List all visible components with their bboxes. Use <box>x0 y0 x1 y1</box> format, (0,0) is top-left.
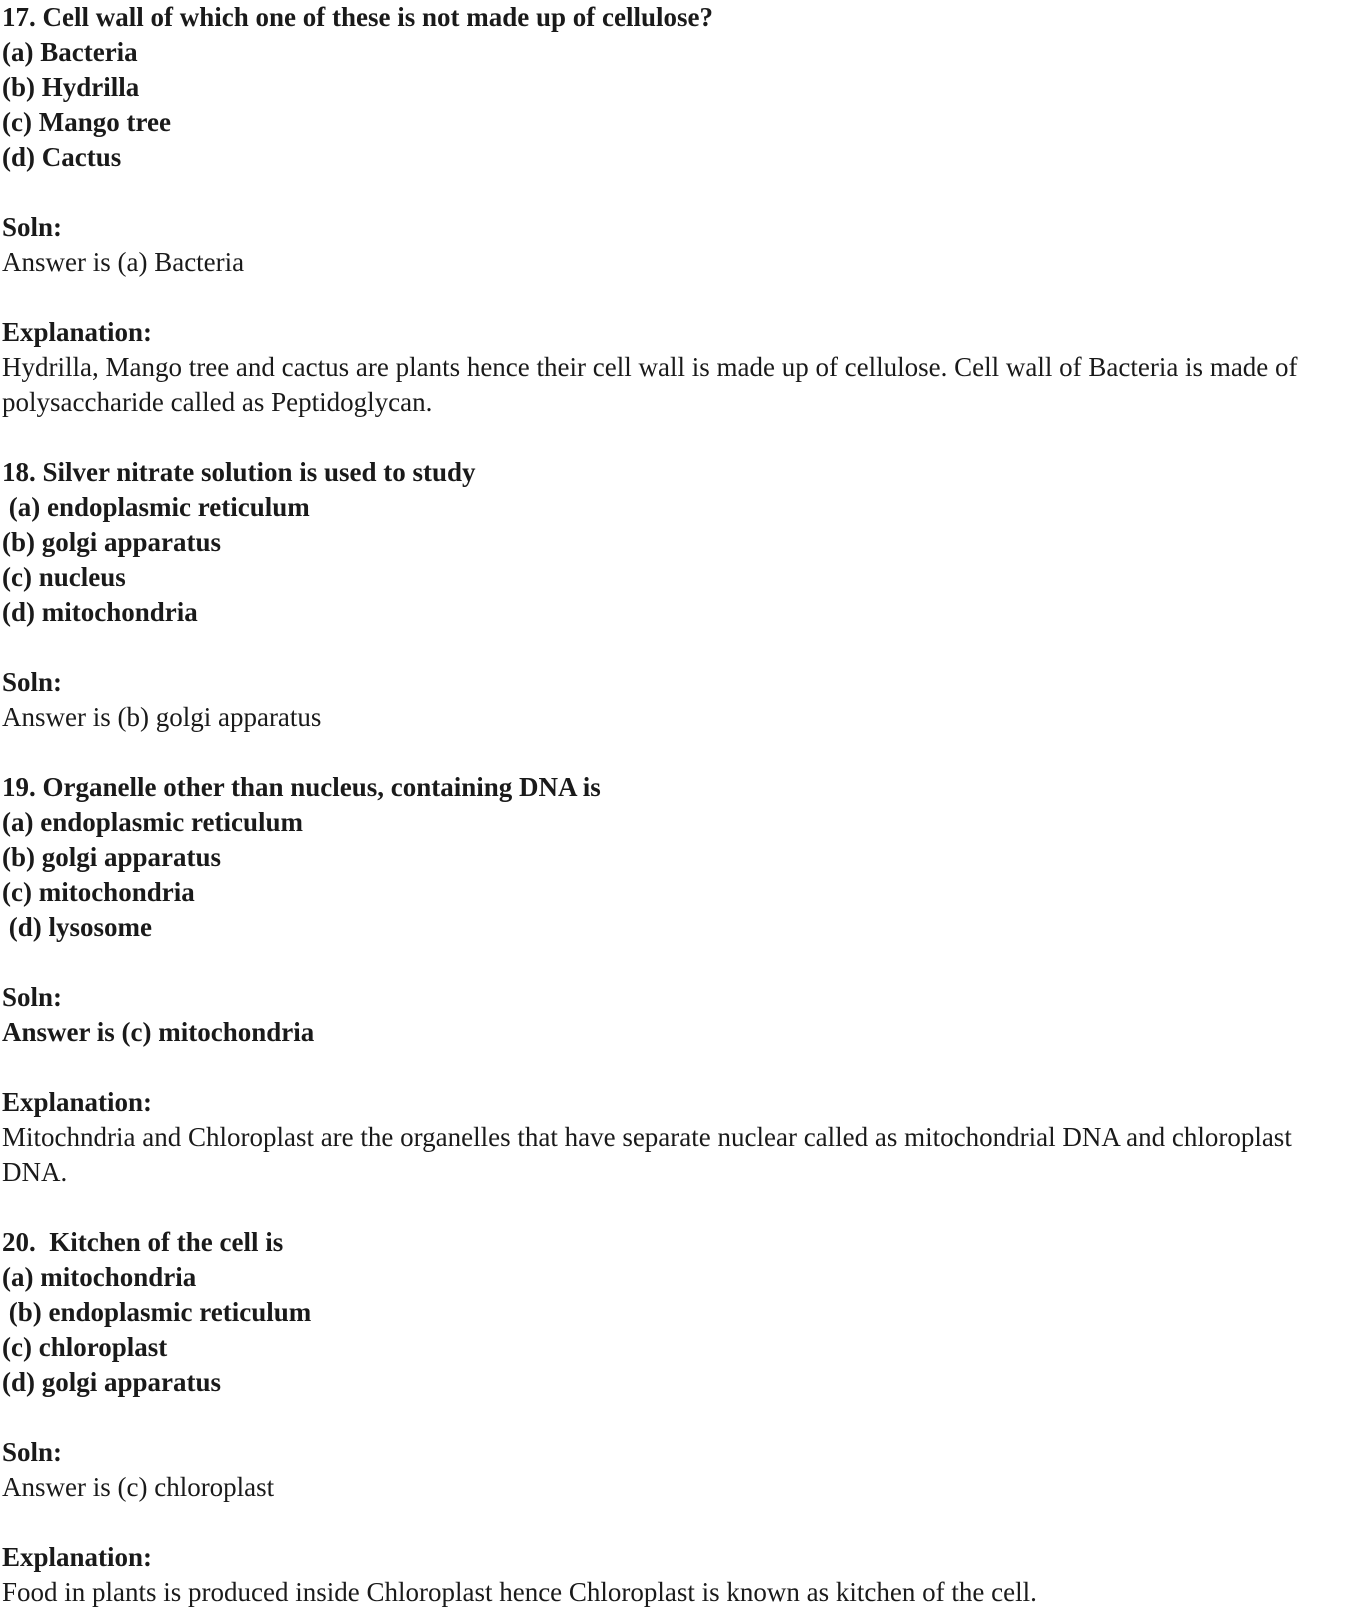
soln-label: Soln: <box>2 212 63 242</box>
option-a: (a) Bacteria <box>2 37 138 67</box>
question-17 <box>2 0 1357 455</box>
explanation-label: Explanation: <box>2 317 153 347</box>
answer-text: Answer is (b) golgi apparatus <box>2 702 322 732</box>
soln-label: Soln: <box>2 667 63 697</box>
question-text: 18. Silver nitrate solution is used to study <box>2 457 476 487</box>
option-b: (b) endoplasmic reticulum <box>2 1297 312 1327</box>
question-text: 20. Kitchen of the cell is <box>2 1227 284 1257</box>
question-19 <box>2 770 1357 1225</box>
explanation-text: Hydrilla, Mango tree and cactus are plants hence their cell wall is made up of cellulose. Cell wall of Bacteria is made of polysaccharide called as Peptidoglycan. <box>2 352 1298 417</box>
soln-label: Soln: <box>2 1437 63 1467</box>
question-text: 19. Organelle other than nucleus, containing DNA is <box>2 772 601 802</box>
answer-text: Answer is (c) mitochondria <box>2 1017 315 1047</box>
answer-text: Answer is (c) chloroplast <box>2 1472 275 1502</box>
option-d: (d) mitochondria <box>2 597 198 627</box>
option-c: (c) mitochondria <box>2 877 195 907</box>
option-a: (a) mitochondria <box>2 1262 197 1292</box>
option-d: (d) Cactus <box>2 142 122 172</box>
option-c: (c) nucleus <box>2 562 126 592</box>
option-a: (a) endoplasmic reticulum <box>2 807 303 837</box>
explanation-text: Mitochndria and Chloroplast are the organelles that have separate nuclear called as mitochondrial DNA and chloroplast DNA. <box>2 1122 1292 1187</box>
option-c: (c) chloroplast <box>2 1332 168 1362</box>
answer-text: Answer is (a) Bacteria <box>2 247 245 277</box>
option-d: (d) lysosome <box>2 912 152 942</box>
soln-label: Soln: <box>2 982 63 1012</box>
option-d: (d) golgi apparatus <box>2 1367 222 1397</box>
option-b: (b) golgi apparatus <box>2 842 222 872</box>
option-a: (a) endoplasmic reticulum <box>2 492 310 522</box>
explanation-text: Food in plants is produced inside Chloroplast hence Chloroplast is known as kitchen of the cell. <box>2 1577 1037 1607</box>
option-b: (b) Hydrilla <box>2 72 140 102</box>
explanation-label: Explanation: <box>2 1087 153 1117</box>
question-18 <box>2 455 1357 770</box>
question-text: 17. Cell wall of which one of these is not made up of cellulose? <box>2 2 713 32</box>
explanation-label: Explanation: <box>2 1542 153 1572</box>
option-b: (b) golgi apparatus <box>2 527 222 557</box>
option-c: (c) Mango tree <box>2 107 171 137</box>
question-20 <box>2 1225 1357 1610</box>
